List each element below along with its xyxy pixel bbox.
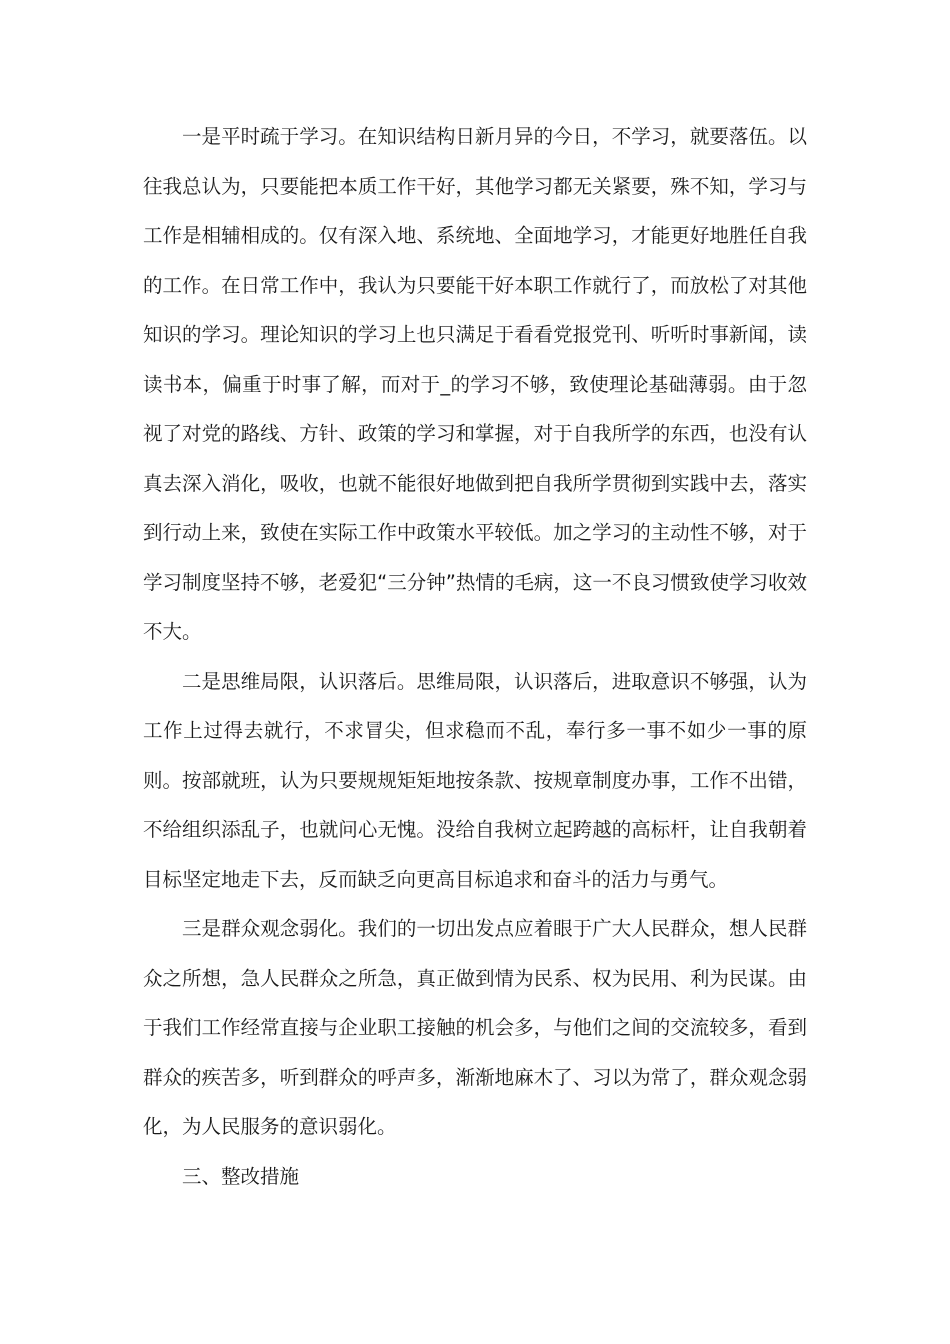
paragraph-study: 一是平时疏于学习。在知识结构日新月异的今日，不学习，就要落伍。以往我总认为，只要能把本质工作干好，其他学习都无关紧要，殊不知，学习与工作是相辅相成的。仅有深入地、系统地、全面地学习，才能更好地胜任自我的工作。在日常工作中，我认为只要能干好本职工作就行了，而放松了对其他知识的学习。理论知识的学习上也只满足于看看党报党刊、听听时事新闻，读读书本，偏重于时事了解，而对于_的学习不够，致使理论基础薄弱。由于忽视了对党的路线、方针、政策的学习和掌握，对于自我所学的东西，也没有认真去深入消化，吸收，也就不能很好地做到把自我所学贯彻到实践中去，落实到行动上来，致使在实际工作中政策水平较低。加之学习的主动性不够，对于学习制度坚持不够，老爱犯“三分钟”热情的毛病，这一不良习惯致使学习收效不大。 [143,125,807,643]
section-heading: 三、整改措施 [182,1164,300,1188]
paragraph-thinking: 二是思维局限，认识落后。思维局限，认识落后，进取意识不够强，认为工作上过得去就行，不求冒尖，但求稳而不乱，奉行多一事不如少一事的原则。按部就班，认为只要规规矩矩地按条款、按规章制度办事，工作不出错，不给组织添乱子，也就问心无愧。没给自我树立起跨越的高标杆，让自我朝着目标坚定地走下去，反而缺乏向更高目标追求和奋斗的活力与勇气。 [143,669,807,891]
paragraph-mass-line: 三是群众观念弱化。我们的一切出发点应着眼于广大人民群众，想人民群众之所想，急人民群众之所急，真正做到情为民系、权为民用、利为民谋。由于我们工作经常直接与企业职工接触的机会多，与他们之间的交流较多，看到群众的疾苦多，听到群众的呼声多，渐渐地麻木了、习以为常了，群众观念弱化，为人民服务的意识弱化。 [143,917,807,1138]
document-body [143,112,807,1201]
